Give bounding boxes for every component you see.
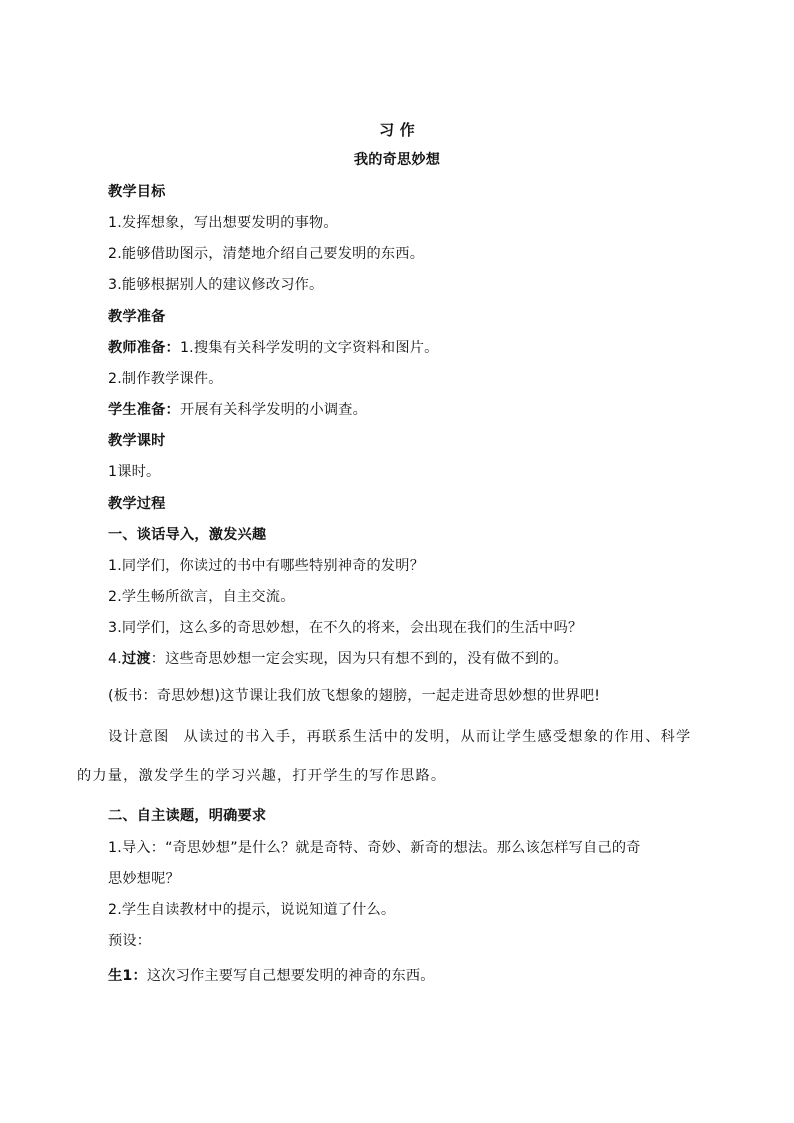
design-intent-text: 从读过的书入手，再联系生活中的发明，从而让学生感受想象的作用、科学 — [183, 729, 692, 745]
transition-label: 过渡 — [121, 651, 151, 667]
student-1-text: 这次习作主要写自己想要发明的神奇的东西。 — [146, 968, 435, 984]
section2-item-1-continued: 思妙想呢？ — [108, 871, 180, 887]
hours-heading: 教学课时 — [108, 433, 166, 449]
student-1-label: 生1： — [108, 968, 147, 984]
goal-item: 2.能够借助图示，清楚地介绍自己要发明的东西。 — [108, 246, 425, 262]
design-intent-label: 设计意图 — [108, 729, 170, 745]
section1-heading: 一、谈话导入，激发兴趣 — [108, 527, 267, 543]
section2-item-2: 2.学生自读教材中的提示，说说知道了什么。 — [108, 902, 396, 918]
hours-text: 1课时。 — [108, 464, 161, 480]
document-title: 习 作 — [379, 121, 415, 139]
board-note: (板书：奇思妙想)这节课让我们放飞想象的翅膀，一起走进奇思妙想的世界吧! — [108, 688, 601, 704]
preset-label: 预设： — [108, 933, 152, 949]
section1-item-transition — [108, 649, 568, 669]
section1-item: 1.同学们，你读过的书中有哪些特别神奇的发明？ — [108, 558, 425, 574]
student-prep-text: 开展有关科学发明的小调查。 — [179, 402, 367, 418]
design-intent-line-2: 的力量，激发学生的学习兴趣，打开学生的写作思路。 — [77, 768, 447, 784]
design-intent-line-1 — [108, 727, 691, 747]
student-1-line — [108, 966, 435, 986]
goals-heading: 教学目标 — [108, 184, 166, 200]
teacher-prep-text: 1.搜集有关科学发明的文字资料和图片。 — [179, 340, 439, 356]
student-prep-line — [108, 400, 367, 420]
section1-item: 3.同学们，这么多的奇思妙想，在不久的将来，会出现在我们的生活中吗？ — [108, 620, 583, 636]
prep-heading: 教学准备 — [108, 309, 166, 325]
section1-item: 2.学生畅所欲言，自主交流。 — [108, 589, 295, 605]
document-subtitle: 我的奇思妙想 — [353, 152, 441, 168]
teacher-prep-line — [108, 338, 438, 358]
section2-item-1: 1.导入：“奇思妙想”是什么？就是奇特、奇妙、新奇的想法。那么该怎样写自己的奇 — [108, 840, 641, 856]
teacher-prep-label: 教师准备： — [108, 340, 180, 356]
transition-number: 4. — [108, 651, 122, 667]
goal-item: 3.能够根据别人的建议修改习作。 — [108, 277, 324, 293]
teacher-prep-item: 2.制作教学课件。 — [108, 371, 223, 387]
goal-item: 1.发挥想象，写出想要发明的事物。 — [108, 215, 338, 231]
transition-text: ：这些奇思妙想一定会实现，因为只有想不到的，没有做不到的。 — [150, 651, 568, 667]
student-prep-label: 学生准备： — [108, 402, 180, 418]
process-heading: 教学过程 — [108, 496, 166, 512]
section2-heading: 二、自主读题，明确要求 — [108, 808, 267, 824]
